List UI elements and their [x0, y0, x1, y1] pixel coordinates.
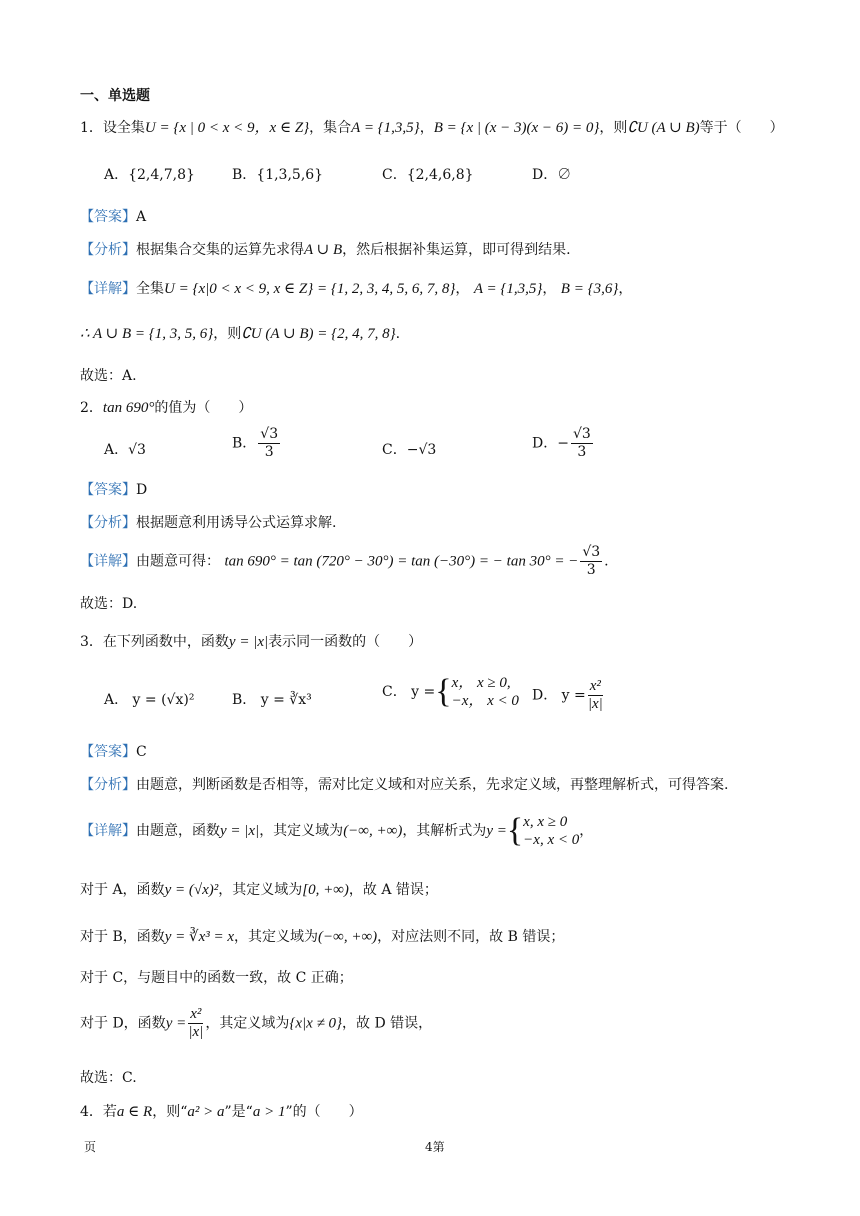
- q2-option-c: C．−√3: [382, 442, 437, 458]
- q1-stem-text3: ，则: [599, 120, 628, 136]
- fraction-numerator: √3: [572, 426, 591, 442]
- q3-for-a-text: 对于 A，函数: [80, 882, 165, 898]
- q3-stem-text: 3．在下列函数中，函数: [80, 634, 229, 650]
- q3-option-a: A． y = (√x)²: [104, 692, 195, 708]
- q1-detail-sep3: ，: [618, 281, 633, 297]
- q1-line2-complement: ∁U (A ∪ B) = {2, 4, 7, 8}: [241, 326, 396, 342]
- q1-detail-a: A = {1,3,5}: [473, 281, 543, 297]
- q4-cond2: a > 1: [252, 1104, 286, 1120]
- q2-detail: [80, 544, 609, 579]
- q2-option-b-fraction: [258, 426, 280, 461]
- detail-tag: 【详解】: [80, 553, 136, 570]
- section-heading: 一、单选题: [80, 88, 150, 104]
- fraction-denominator: |x|: [587, 696, 603, 712]
- answer-tag: 【答案】: [80, 209, 136, 225]
- q1-analysis: [80, 240, 571, 260]
- q3-detail-domain: (−∞, +∞): [343, 823, 403, 839]
- q1-analysis-text2: ，然后根据补集运算，即可得到结果.: [342, 242, 571, 258]
- q3-answer-value: C: [136, 744, 147, 760]
- q2-detail-text: 由题意可得：: [136, 553, 220, 570]
- analysis-tag: 【分析】: [80, 515, 136, 531]
- q3-for-a-verdict: ，故 A 错误；: [348, 882, 438, 898]
- q3-option-d-fraction: [588, 678, 603, 713]
- q3-for-d-text: 对于 D，函数: [80, 1015, 166, 1032]
- q1-detail-line2: [80, 324, 400, 344]
- piecewise-row: x, x ≥ 0: [523, 814, 568, 830]
- q2-number: 2．: [80, 400, 103, 416]
- q1-line2-end: .: [395, 326, 401, 342]
- q3-analysis-text: 由题意，判断函数是否相等，需对比定义域和对应关系，先求定义域，再整理解析式，可得答案.: [136, 777, 729, 793]
- q3-stem-end: 表示同一函数的（ ）: [268, 634, 423, 650]
- q3-math: y = |x|: [228, 634, 269, 650]
- q2-detail-math: tan 690° = tan (720° − 30°) = tan (−30°) = − tan 30° = −: [224, 553, 579, 570]
- q2-detail-fraction: [580, 544, 602, 579]
- q3-option-b: B． y = ∛x³: [232, 692, 312, 708]
- q4-stem: [80, 1102, 363, 1122]
- q1-union: ∴ A ∪ B = {1, 3, 5, 6}: [80, 326, 214, 342]
- q2-option-b-label: B．: [232, 435, 257, 452]
- fraction-numerator: √3: [582, 544, 601, 560]
- q3-analysis: [80, 775, 728, 795]
- q3-for-a-domain: [0, +∞): [302, 882, 349, 898]
- q2-answer-value: D: [136, 482, 148, 498]
- detail-tag: 【详解】: [80, 281, 136, 297]
- q3-stem: [80, 632, 422, 652]
- q3-for-b-text: 对于 B，函数: [80, 929, 165, 945]
- answer-tag: 【答案】: [80, 482, 136, 498]
- q3-for-d: [80, 1006, 432, 1041]
- q1-detail-text: 全集: [136, 281, 164, 297]
- q4-text3: ”的（ ）: [285, 1104, 363, 1120]
- fraction-denominator: 3: [577, 444, 587, 460]
- q3-option-c-label: C． y =: [382, 684, 436, 700]
- q1-set-b: B = {x | (x − 3)(x − 6) = 0}: [433, 120, 600, 136]
- q3-for-d-verdict: ，故 D 错误，: [342, 1015, 433, 1032]
- piecewise-function: { x, x ≥ 0 −x, x < 0: [506, 812, 580, 849]
- detail-tag: 【详解】: [80, 823, 136, 839]
- q1-analysis-math: A ∪ B: [304, 242, 343, 258]
- q1-detail-sep2: ，: [542, 281, 557, 297]
- q1-option-b: B．{1,3,5,6}: [232, 167, 324, 183]
- q2-detail-end: .: [604, 553, 609, 570]
- q3-option-c: [382, 674, 519, 710]
- analysis-tag: 【分析】: [80, 777, 136, 793]
- q4-math: a ∈ R: [116, 1104, 153, 1120]
- q1-sep: ，: [419, 120, 434, 136]
- q3-for-b-verdict: ，对应法则不同，故 B 错误；: [377, 929, 565, 945]
- q3-detail-func: y = |x|: [220, 823, 260, 839]
- piecewise-row: −x, x < 0: [523, 832, 580, 848]
- q3-detail-y: y =: [486, 823, 507, 839]
- q3-for-c: 对于 C，与题目中的函数一致，故 C 正确；: [80, 970, 353, 986]
- q2-option-d: [532, 426, 595, 461]
- q3-for-a-text2: ，其定义域为: [218, 882, 303, 898]
- q3-option-d-label: D． y =: [532, 687, 586, 704]
- q1-option-d: D．∅: [532, 167, 572, 183]
- q3-detail-text2: ，其定义域为: [259, 823, 344, 839]
- q2-option-b: [232, 426, 282, 461]
- q1-detail: [80, 279, 632, 299]
- piecewise-row: x， x ≥ 0,: [451, 675, 511, 691]
- q3-conclusion: 故选：C.: [80, 1070, 137, 1086]
- q3-detail: [80, 813, 593, 849]
- q1-stem-text2: ，集合: [309, 120, 352, 136]
- answer-tag: 【答案】: [80, 744, 136, 760]
- q1-detail-u: U = {x|0 < x < 9, x ∈ Z} = {1, 2, 3, 4, 5, 6, 7, 8}: [164, 281, 456, 297]
- q3-for-d-text2: ，其定义域为: [205, 1015, 290, 1032]
- q3-for-b-domain: (−∞, +∞): [318, 929, 378, 945]
- q1-stem-text: 1．设全集: [80, 120, 145, 136]
- q2-analysis: [80, 513, 336, 533]
- fraction-numerator: x²: [190, 1006, 202, 1022]
- q2-stem: [80, 398, 252, 418]
- q3-detail-text: 由题意，函数: [136, 823, 220, 839]
- q3-detail-sep: ，: [579, 823, 594, 839]
- q1-detail-sep: ，: [455, 281, 470, 297]
- q1-option-a: A．{2,4,7,8}: [104, 167, 195, 183]
- q1-stem-end: 等于（ ）: [699, 120, 784, 136]
- q2-option-a: A．√3: [104, 442, 146, 458]
- piecewise-function: { x， x ≥ 0, −x， x < 0: [435, 673, 519, 710]
- q2-option-d-label: D．−: [532, 435, 569, 452]
- fraction-denominator: 3: [586, 562, 596, 578]
- q3-for-d-y: y =: [165, 1015, 187, 1032]
- q3-for-a: [80, 880, 438, 900]
- q3-for-b: [80, 927, 564, 947]
- fraction-numerator: x²: [589, 678, 601, 694]
- q3-for-b-func: y = ∛x³ = x: [164, 929, 235, 945]
- q3-for-a-func: y = (√x)²: [164, 882, 219, 898]
- q2-option-d-fraction: [571, 426, 593, 461]
- q4-cond1: a² > a: [187, 1104, 225, 1120]
- q4-text: ，则“: [152, 1104, 188, 1120]
- q2-stem-text: 的值为（ ）: [154, 400, 253, 416]
- fraction-numerator: √3: [260, 426, 279, 442]
- analysis-tag: 【分析】: [80, 242, 136, 258]
- q3-for-d-domain: {x|x ≠ 0}: [289, 1015, 343, 1032]
- q2-analysis-text: 根据题意利用诱导公式运算求解.: [136, 515, 337, 531]
- q3-answer: [80, 742, 147, 762]
- q1-option-c: C．{2,4,6,8}: [382, 167, 474, 183]
- q1-complement: ∁U (A ∪ B): [627, 120, 700, 136]
- piecewise-row: −x， x < 0: [451, 693, 519, 709]
- q4-text2: ”是“: [224, 1104, 253, 1120]
- q2-math: tan 690°: [102, 400, 155, 416]
- q2-answer: [80, 480, 147, 500]
- fraction-denominator: 3: [264, 444, 274, 460]
- q1-answer-value: A: [136, 209, 147, 225]
- footer-left: 页: [84, 1140, 97, 1154]
- q4-number: 4．若: [80, 1104, 117, 1120]
- q1-analysis-text: 根据集合交集的运算先求得: [136, 242, 304, 258]
- fraction-denominator: |x|: [188, 1024, 204, 1040]
- footer-page-number: 4第: [425, 1140, 445, 1154]
- q1-answer: [80, 207, 146, 227]
- q1-set-u: U = {x | 0 < x < 9，x ∈ Z}: [144, 120, 310, 136]
- q2-conclusion: 故选：D.: [80, 596, 138, 612]
- q3-for-d-fraction: [188, 1006, 203, 1041]
- q1-line2-text: ，则: [213, 326, 242, 342]
- q1-stem: [80, 118, 784, 138]
- q1-detail-b: B = {3,6}: [560, 281, 619, 297]
- q3-detail-text3: ，其解析式为: [402, 823, 487, 839]
- q3-option-d: [532, 678, 605, 713]
- q1-conclusion: 故选：A.: [80, 368, 137, 384]
- q3-for-b-text2: ，其定义域为: [234, 929, 319, 945]
- q1-set-a: A = {1,3,5}: [351, 120, 420, 136]
